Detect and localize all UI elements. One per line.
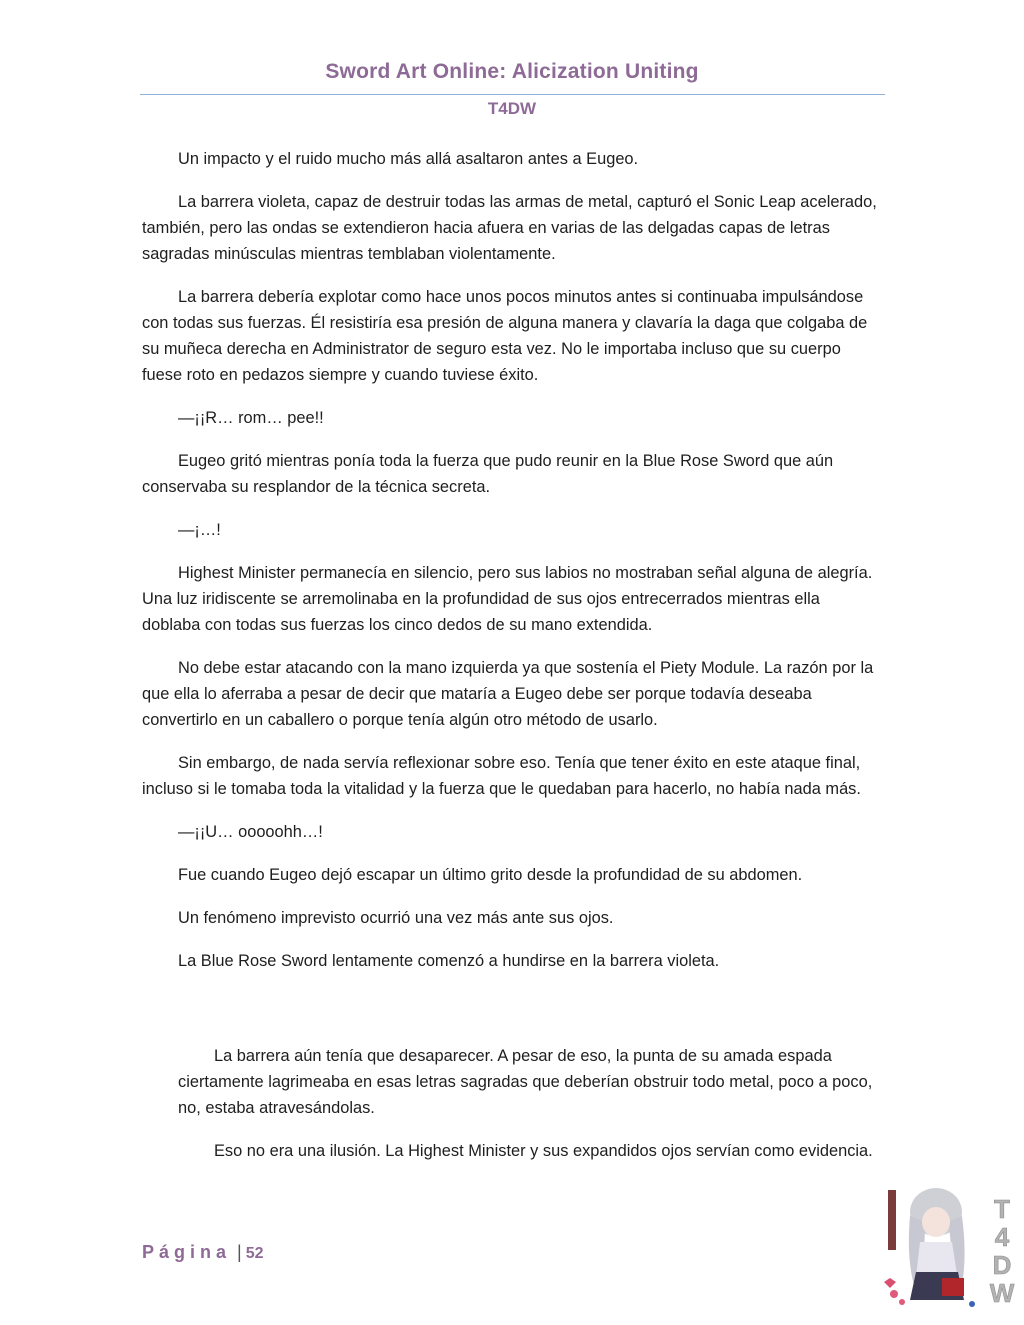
logo-letter: T xyxy=(994,1194,1010,1224)
logo-letter: W xyxy=(989,1278,1015,1308)
translator-credit: T4DW xyxy=(487,99,537,118)
footer-separator: | xyxy=(237,1242,242,1262)
paragraph: La barrera violeta, capaz de destruir todas las armas de metal, capturó el Sonic Leap acelerado, también, pero las ondas se extendieron hacia afuera en varias de las delgadas capas de letras sagradas minúsculas mientras temblaban violentamente. xyxy=(142,193,877,263)
paragraph: Eso no era una ilusión. La Highest Minister y sus expandidos ojos servían como evidencia. xyxy=(214,1142,873,1160)
header-divider xyxy=(140,94,885,95)
logo-letter: D xyxy=(992,1250,1012,1280)
page-body xyxy=(142,146,882,1181)
dialogue-line: —¡¡R… rom… pee!! xyxy=(178,409,324,427)
paragraph: La Blue Rose Sword lentamente comenzó a hundirse en la barrera violeta. xyxy=(178,952,720,970)
paragraph: Sin embargo, de nada servía reflexionar sobre eso. Tenía que tener éxito en este ataque final, incluso si le tomaba toda la vitalidad y la fuerza que le quedaban para hacerlo, no había nada más. xyxy=(142,754,861,798)
paragraph: No debe estar atacando con la mano izquierda ya que sostenía el Piety Module. La razón por la que ella lo aferraba a pesar de decir que mataría a Eugeo debe ser porque todavía deseaba convertirlo en un caballero o porque tenía algún otro método de usarlo. xyxy=(142,659,874,729)
paragraph: La barrera debería explotar como hace unos pocos minutos antes si continuaba impulsándose con todas sus fuerzas. Él resistiría esa presión de alguna manera y clavaría la daga que colgaba de su muñeca derecha en Administrator de seguro esta vez. No le importaba incluso que su cuerpo fuese roto en pedazos siempre y cuando tuviese éxito. xyxy=(142,288,868,384)
page-number: 52 xyxy=(245,1245,264,1262)
anime-girl-logo-icon xyxy=(876,1182,1021,1312)
paragraph: Un impacto y el ruido mucho más allá asaltaron antes a Eugeo. xyxy=(178,150,639,168)
paragraph: Fue cuando Eugeo dejó escapar un último grito desde la profundidad de su abdomen. xyxy=(178,866,803,884)
paragraph: Eugeo gritó mientras ponía toda la fuerza que pudo reunir en la Blue Rose Sword que aún conservaba su resplandor de la técnica secreta. xyxy=(142,452,834,496)
paragraph: Un fenómeno imprevisto ocurrió una vez más ante sus ojos. xyxy=(178,909,614,927)
indented-section xyxy=(142,1043,882,1164)
page-footer xyxy=(142,1242,264,1263)
paragraph: Highest Minister permanecía en silencio, pero sus labios no mostraban señal alguna de alegría. Una luz iridiscente se arremolinaba en la profundidad de sus ojos entrecerrados mientras ella doblaba con todas sus fuerzas los cinco dedos de su mano extendida. xyxy=(142,564,873,634)
dialogue-line: —¡¡U… ooooohh…! xyxy=(178,823,323,841)
logo-letter: 4 xyxy=(994,1222,1010,1252)
page-label: Página xyxy=(142,1242,232,1262)
t4dw-logo xyxy=(876,1182,1021,1312)
scene-break xyxy=(142,991,882,1043)
paragraph: La barrera aún tenía que desaparecer. A pesar de eso, la punta de su amada espada ciertamente lagrimeaba en esas letras sagradas que deberían obstruir todo metal, poco a poco, no, estaba atravesándolas. xyxy=(178,1047,873,1117)
document-title: Sword Art Online: Alicization Uniting xyxy=(325,60,699,83)
dialogue-line: —¡…! xyxy=(178,521,221,539)
